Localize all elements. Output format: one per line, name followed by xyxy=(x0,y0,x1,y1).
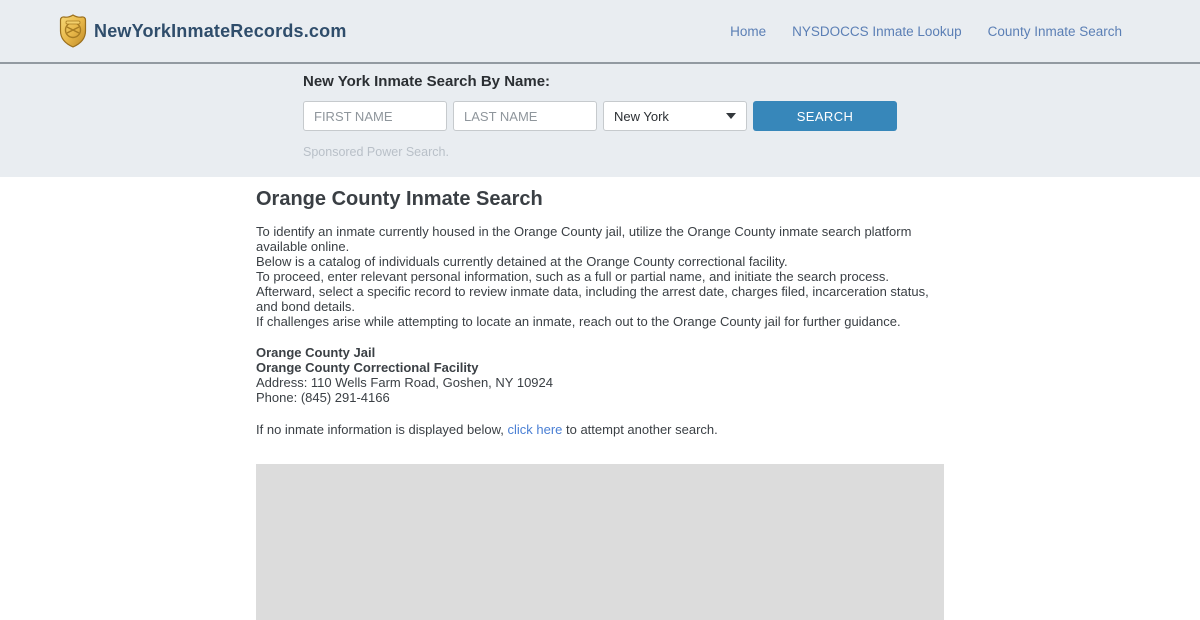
no-info-prefix: If no inmate information is displayed below, xyxy=(256,422,508,437)
facility-phone: Phone: (845) 291-4166 xyxy=(256,390,390,405)
nav-home[interactable]: Home xyxy=(730,23,767,39)
main-nav xyxy=(730,24,1122,39)
intro-line: If challenges arise while attempting to locate an inmate, reach out to the Orange County jail for further guidance. xyxy=(256,314,901,329)
intro-line: To identify an inmate currently housed in the Orange County jail, utilize the Orange County inmate search platform available online. xyxy=(256,224,912,254)
site-header xyxy=(0,0,1200,62)
results-placeholder xyxy=(256,464,944,620)
nav-nysdoccs-inmate-lookup[interactable]: NYSDOCCS Inmate Lookup xyxy=(792,23,962,39)
site-logo[interactable] xyxy=(57,13,347,49)
last-name-input[interactable] xyxy=(453,101,597,131)
badge-icon xyxy=(57,13,89,49)
page-title: Orange County Inmate Search xyxy=(256,188,543,210)
facility-name-line1: Orange County Jail xyxy=(256,345,376,360)
click-here-link[interactable]: click here xyxy=(507,422,563,437)
intro-line: Afterward, select a specific record to review inmate data, including the arrest date, charges filed, incarceration status, and bond details. xyxy=(256,284,929,314)
facility-info xyxy=(256,345,944,405)
logo-text: NewYorkInmateRecords.com xyxy=(94,20,347,41)
search-panel xyxy=(0,62,1200,177)
state-select[interactable] xyxy=(603,101,747,131)
search-panel-heading: New York Inmate Search By Name: xyxy=(303,73,551,90)
intro-line: To proceed, enter relevant personal information, such as a full or partial name, and initiate the search process. xyxy=(256,269,890,284)
intro-line: Below is a catalog of individuals currently detained at the Orange County correctional facility. xyxy=(256,254,788,269)
search-button[interactable]: SEARCH xyxy=(753,101,897,131)
nav-county-inmate-search[interactable]: County Inmate Search xyxy=(987,23,1122,39)
facility-address: Address: 110 Wells Farm Road, Goshen, NY 10924 xyxy=(256,375,553,390)
first-name-input[interactable] xyxy=(303,101,447,131)
intro-paragraph xyxy=(256,224,944,329)
no-info-suffix: to attempt another search. xyxy=(562,422,718,437)
main-content xyxy=(256,177,944,620)
no-info-line xyxy=(256,422,944,437)
sponsored-note: Sponsored Power Search. xyxy=(303,145,449,159)
state-select-value: New York xyxy=(614,108,669,124)
search-form xyxy=(303,101,897,131)
chevron-down-icon xyxy=(726,113,736,119)
facility-name-line2: Orange County Correctional Facility xyxy=(256,360,479,375)
